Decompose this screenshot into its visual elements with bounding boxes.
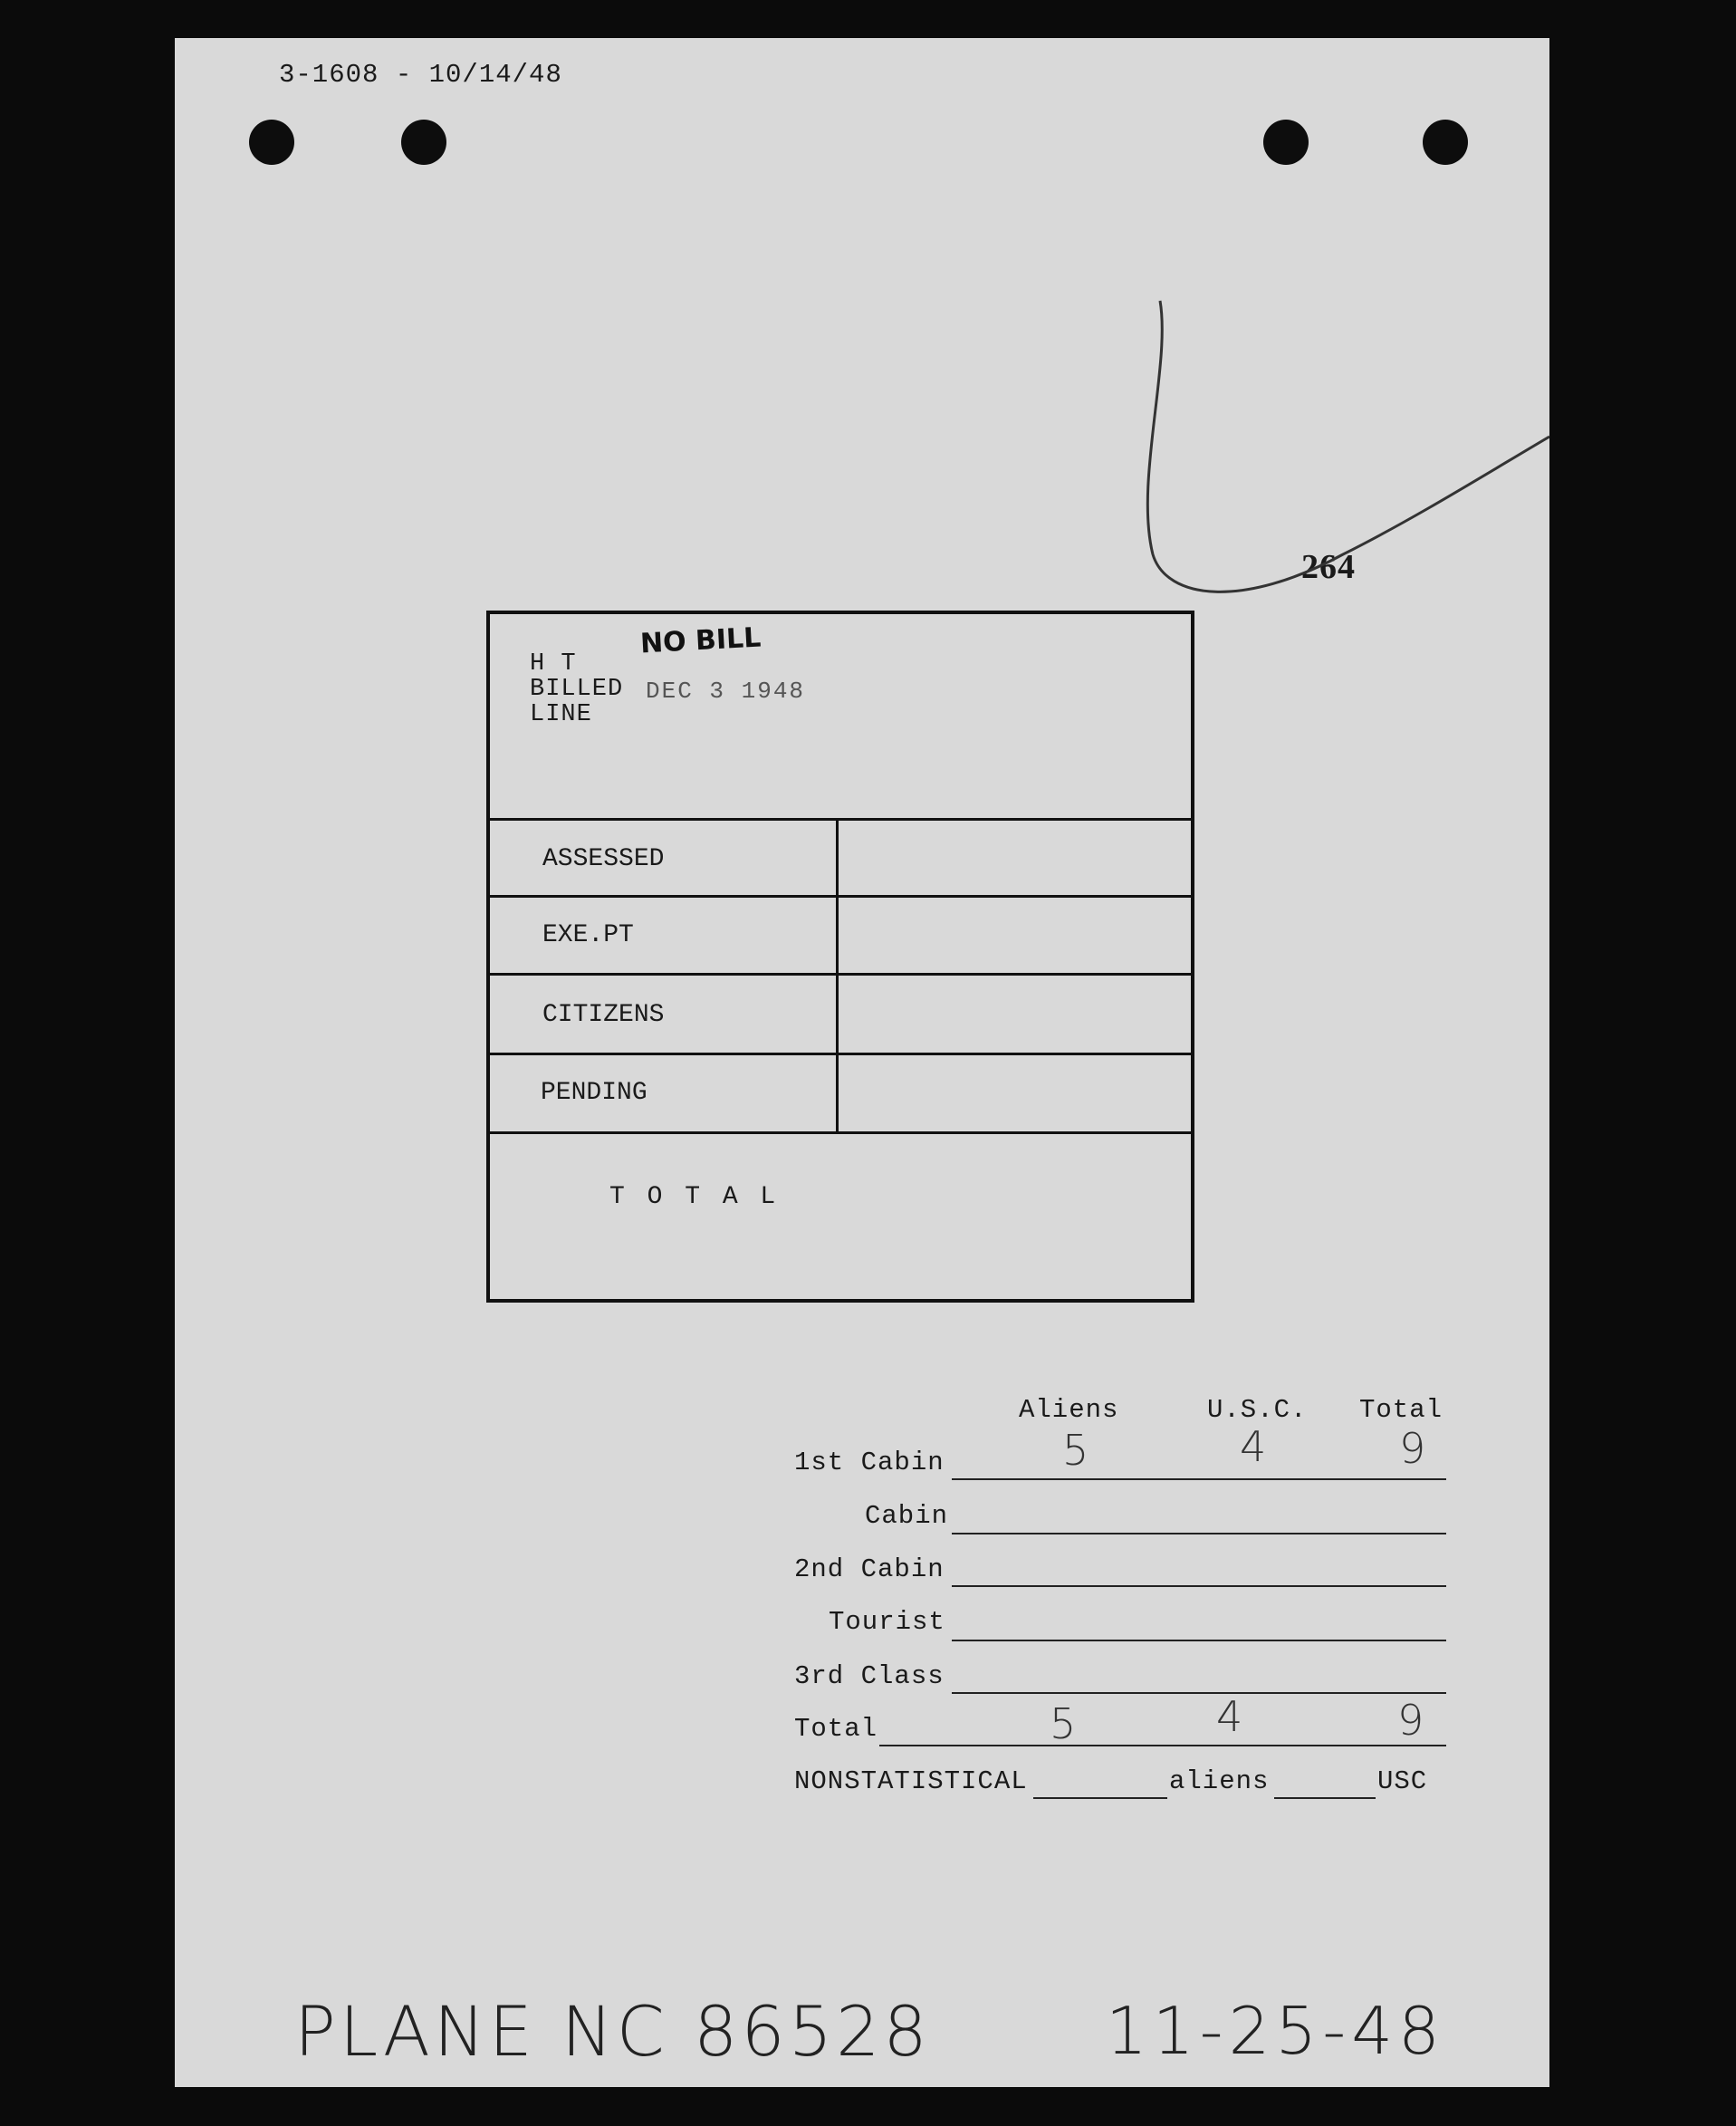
fill-line: [952, 1640, 1446, 1641]
punch-hole: [1423, 120, 1468, 165]
file-number: 3-1608 - 10/14/48: [279, 60, 562, 90]
value-aliens: 5: [1062, 1426, 1089, 1475]
fill-line: [952, 1533, 1446, 1534]
row-pending: [490, 1055, 1191, 1134]
header-line-billed: BILLED: [530, 676, 624, 703]
value-total: 9: [1399, 1424, 1426, 1473]
billed-date-stamp: DEC 3 1948: [646, 678, 806, 705]
punch-hole: [1263, 120, 1309, 165]
value-total: 9: [1397, 1696, 1424, 1745]
fill-line: [879, 1745, 1446, 1746]
row-label-cabin: Cabin: [865, 1501, 949, 1531]
row-label: ASSESSED: [542, 845, 665, 873]
row-label: PENDING: [541, 1079, 647, 1107]
header-line-ht: H T: [530, 650, 577, 678]
column-header-usc: U.S.C.: [1207, 1395, 1308, 1425]
value-aliens: 5: [1050, 1699, 1077, 1748]
row-exempt: [490, 898, 1191, 976]
fill-line: [952, 1585, 1446, 1587]
fill-line: [1274, 1797, 1376, 1799]
row-label-1st-cabin: 1st Cabin: [794, 1448, 945, 1477]
value-usc: 4: [1240, 1422, 1267, 1471]
nonstatistical-aliens-label: aliens: [1169, 1766, 1270, 1796]
value-usc: 4: [1216, 1692, 1243, 1741]
fill-line: [952, 1478, 1446, 1480]
nonstatistical-usc-label: USC: [1377, 1766, 1428, 1796]
row-citizens: [490, 976, 1191, 1055]
page-number: 264: [1301, 548, 1356, 586]
document-page: [175, 38, 1549, 2087]
punch-hole: [249, 120, 294, 165]
row-label-total: Total: [794, 1714, 878, 1744]
handwritten-date: 11-25-48: [1106, 1993, 1445, 2069]
row-label-tourist: Tourist: [829, 1607, 945, 1637]
nonstatistical-label: NONSTATISTICAL: [794, 1766, 1028, 1796]
column-header-total: Total: [1359, 1395, 1443, 1425]
row-label: EXE.PT: [542, 921, 634, 949]
column-header-aliens: Aliens: [1019, 1395, 1119, 1425]
fill-line: [952, 1692, 1446, 1694]
row-label-3rd-class: 3rd Class: [794, 1661, 945, 1691]
row-label-2nd-cabin: 2nd Cabin: [794, 1554, 945, 1584]
row-label: CITIZENS: [542, 1001, 665, 1029]
handwritten-plane-number: PLANE NC 86528: [294, 1991, 931, 2072]
fee-stamp-box: [486, 611, 1194, 1303]
no-bill-stamp: NO BILL: [639, 621, 762, 660]
total-label: T O T A L: [609, 1183, 780, 1211]
header-line-line: LINE: [530, 701, 592, 728]
column-divider: [836, 818, 839, 1134]
row-assessed: [490, 818, 1191, 898]
fill-line: [1033, 1797, 1167, 1799]
stamp-box-header: [490, 614, 1191, 821]
check-mark-drawing: [1108, 255, 1549, 618]
punch-hole: [401, 120, 446, 165]
